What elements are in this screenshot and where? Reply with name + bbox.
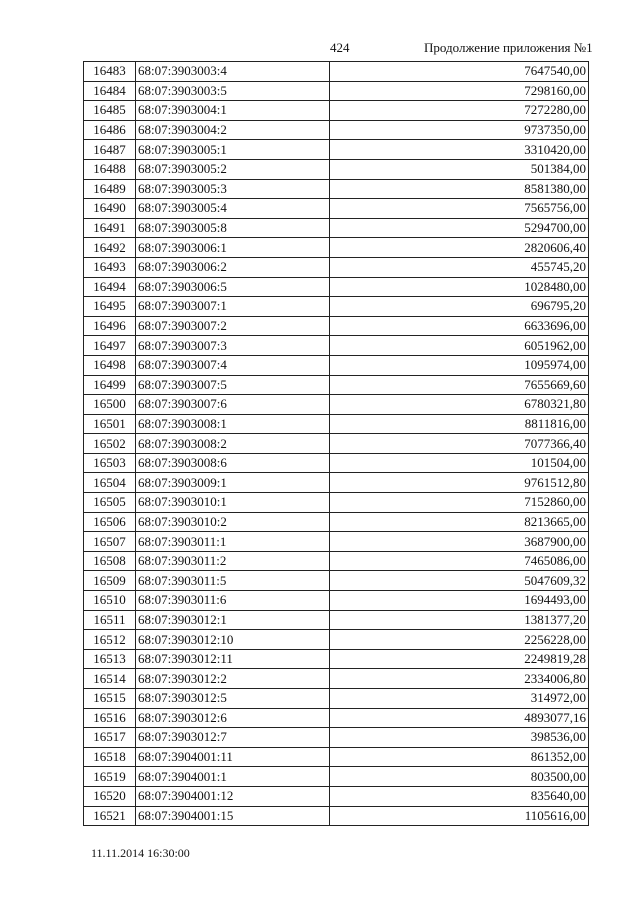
table-row (84, 669, 589, 689)
cadastral-number: 68:07:3903007:5 (136, 375, 330, 395)
cadastral-number: 68:07:3903005:8 (136, 218, 330, 238)
table-row (84, 689, 589, 709)
cadastral-value: 7647540,00 (330, 62, 589, 82)
cadastral-number: 68:07:3904001:15 (136, 806, 330, 826)
cadastral-number: 68:07:3903005:4 (136, 199, 330, 219)
row-number: 16502 (84, 434, 136, 454)
cadastral-value: 6780321,80 (330, 395, 589, 415)
row-number: 16483 (84, 62, 136, 82)
cadastral-number: 68:07:3903004:1 (136, 101, 330, 121)
row-number: 16494 (84, 277, 136, 297)
row-number: 16520 (84, 786, 136, 806)
page-number: 424 (330, 40, 350, 55)
cadastral-value: 455745,20 (330, 257, 589, 277)
cadastral-number: 68:07:3903010:1 (136, 493, 330, 513)
row-number: 16484 (84, 81, 136, 101)
cadastral-number: 68:07:3903003:5 (136, 81, 330, 101)
table-row (84, 434, 589, 454)
cadastral-value: 3310420,00 (330, 140, 589, 160)
cadastral-value: 2334006,80 (330, 669, 589, 689)
row-number: 16492 (84, 238, 136, 258)
cadastral-value: 314972,00 (330, 689, 589, 709)
cadastral-value: 6633696,00 (330, 316, 589, 336)
row-number: 16521 (84, 806, 136, 826)
cadastral-value: 7655669,60 (330, 375, 589, 395)
cadastral-number: 68:07:3903008:2 (136, 434, 330, 454)
timestamp: 11.11.2014 16:30:00 (91, 846, 190, 860)
table-row (84, 179, 589, 199)
cadastral-number: 68:07:3904001:11 (136, 747, 330, 767)
cadastral-value: 8213665,00 (330, 512, 589, 532)
cadastral-number: 68:07:3903011:5 (136, 571, 330, 591)
row-number: 16500 (84, 395, 136, 415)
table-row (84, 218, 589, 238)
row-number: 16518 (84, 747, 136, 767)
cadastral-value: 8581380,00 (330, 179, 589, 199)
cadastral-value: 1694493,00 (330, 591, 589, 611)
cadastral-number: 68:07:3903012:6 (136, 708, 330, 728)
row-number: 16515 (84, 689, 136, 709)
table-row (84, 493, 589, 513)
row-number: 16503 (84, 453, 136, 473)
table-row (84, 395, 589, 415)
table-row (84, 591, 589, 611)
cadastral-number: 68:07:3904001:1 (136, 767, 330, 787)
row-number: 16505 (84, 493, 136, 513)
cadastral-number: 68:07:3903006:1 (136, 238, 330, 258)
cadastral-number: 68:07:3903012:2 (136, 669, 330, 689)
cadastral-number: 68:07:3903008:6 (136, 453, 330, 473)
cadastral-value: 1105616,00 (330, 806, 589, 826)
table-row (84, 257, 589, 277)
table-row (84, 336, 589, 356)
cadastral-number: 68:07:3903005:1 (136, 140, 330, 160)
table-row (84, 708, 589, 728)
cadastral-number: 68:07:3903007:1 (136, 297, 330, 317)
row-number: 16488 (84, 159, 136, 179)
row-number: 16493 (84, 257, 136, 277)
cadastral-value: 696795,20 (330, 297, 589, 317)
table-row (84, 630, 589, 650)
table-row (84, 786, 589, 806)
table-row (84, 747, 589, 767)
table-row (84, 610, 589, 630)
table-row (84, 806, 589, 826)
table-row (84, 453, 589, 473)
table-row (84, 728, 589, 748)
cadastral-number: 68:07:3903012:1 (136, 610, 330, 630)
cadastral-value: 7565756,00 (330, 199, 589, 219)
cadastral-value: 2256228,00 (330, 630, 589, 650)
table-row (84, 316, 589, 336)
table-row (84, 159, 589, 179)
cadastral-value: 7272280,00 (330, 101, 589, 121)
cadastral-number: 68:07:3903004:2 (136, 120, 330, 140)
cadastral-number: 68:07:3903012:10 (136, 630, 330, 650)
table-row (84, 571, 589, 591)
row-number: 16495 (84, 297, 136, 317)
cadastral-number: 68:07:3903011:1 (136, 532, 330, 552)
cadastral-value: 9761512,80 (330, 473, 589, 493)
row-number: 16498 (84, 355, 136, 375)
table-row (84, 375, 589, 395)
cadastral-number: 68:07:3903005:3 (136, 179, 330, 199)
continuation-title: Продолжение приложения №1 (424, 40, 593, 55)
table-row (84, 62, 589, 82)
table-row (84, 277, 589, 297)
cadastral-number: 68:07:3903008:1 (136, 414, 330, 434)
table-row (84, 238, 589, 258)
registry-table (83, 61, 589, 826)
row-number: 16513 (84, 649, 136, 669)
cadastral-number: 68:07:3903006:5 (136, 277, 330, 297)
cadastral-value: 2249819,28 (330, 649, 589, 669)
cadastral-value: 1095974,00 (330, 355, 589, 375)
table-row (84, 414, 589, 434)
table-row (84, 532, 589, 552)
cadastral-number: 68:07:3903012:7 (136, 728, 330, 748)
row-number: 16490 (84, 199, 136, 219)
cadastral-number: 68:07:3903011:2 (136, 551, 330, 571)
table-row (84, 767, 589, 787)
row-number: 16501 (84, 414, 136, 434)
cadastral-value: 8811816,00 (330, 414, 589, 434)
cadastral-value: 501384,00 (330, 159, 589, 179)
row-number: 16514 (84, 669, 136, 689)
row-number: 16516 (84, 708, 136, 728)
cadastral-value: 803500,00 (330, 767, 589, 787)
row-number: 16510 (84, 591, 136, 611)
table-row (84, 199, 589, 219)
table-row (84, 140, 589, 160)
row-number: 16497 (84, 336, 136, 356)
cadastral-number: 68:07:3904001:12 (136, 786, 330, 806)
row-number: 16499 (84, 375, 136, 395)
table-row (84, 473, 589, 493)
table-row (84, 81, 589, 101)
cadastral-number: 68:07:3903011:6 (136, 591, 330, 611)
cadastral-number: 68:07:3903007:3 (136, 336, 330, 356)
row-number: 16504 (84, 473, 136, 493)
row-number: 16517 (84, 728, 136, 748)
cadastral-number: 68:07:3903012:5 (136, 689, 330, 709)
row-number: 16485 (84, 101, 136, 121)
cadastral-number: 68:07:3903005:2 (136, 159, 330, 179)
table-row (84, 101, 589, 121)
table-row (84, 297, 589, 317)
cadastral-number: 68:07:3903006:2 (136, 257, 330, 277)
cadastral-number: 68:07:3903007:2 (136, 316, 330, 336)
cadastral-value: 6051962,00 (330, 336, 589, 356)
cadastral-value: 7077366,40 (330, 434, 589, 454)
table-row (84, 512, 589, 532)
row-number: 16487 (84, 140, 136, 160)
row-number: 16508 (84, 551, 136, 571)
cadastral-value: 2820606,40 (330, 238, 589, 258)
row-number: 16511 (84, 610, 136, 630)
row-number: 16486 (84, 120, 136, 140)
cadastral-value: 4893077,16 (330, 708, 589, 728)
row-number: 16496 (84, 316, 136, 336)
table-row (84, 551, 589, 571)
row-number: 16509 (84, 571, 136, 591)
cadastral-number: 68:07:3903010:2 (136, 512, 330, 532)
row-number: 16506 (84, 512, 136, 532)
row-number: 16491 (84, 218, 136, 238)
cadastral-value: 7298160,00 (330, 81, 589, 101)
table-row (84, 120, 589, 140)
cadastral-number: 68:07:3903007:4 (136, 355, 330, 375)
cadastral-value: 5294700,00 (330, 218, 589, 238)
cadastral-value: 3687900,00 (330, 532, 589, 552)
row-number: 16512 (84, 630, 136, 650)
cadastral-value: 7465086,00 (330, 551, 589, 571)
row-number: 16507 (84, 532, 136, 552)
cadastral-number: 68:07:3903012:11 (136, 649, 330, 669)
cadastral-value: 398536,00 (330, 728, 589, 748)
cadastral-value: 1381377,20 (330, 610, 589, 630)
table-row (84, 649, 589, 669)
cadastral-value: 861352,00 (330, 747, 589, 767)
cadastral-number: 68:07:3903007:6 (136, 395, 330, 415)
cadastral-number: 68:07:3903003:4 (136, 62, 330, 82)
cadastral-value: 835640,00 (330, 786, 589, 806)
row-number: 16519 (84, 767, 136, 787)
cadastral-value: 1028480,00 (330, 277, 589, 297)
cadastral-value: 5047609,32 (330, 571, 589, 591)
table-body (84, 62, 589, 826)
cadastral-value: 101504,00 (330, 453, 589, 473)
table-row (84, 355, 589, 375)
cadastral-number: 68:07:3903009:1 (136, 473, 330, 493)
row-number: 16489 (84, 179, 136, 199)
cadastral-value: 7152860,00 (330, 493, 589, 513)
cadastral-value: 9737350,00 (330, 120, 589, 140)
